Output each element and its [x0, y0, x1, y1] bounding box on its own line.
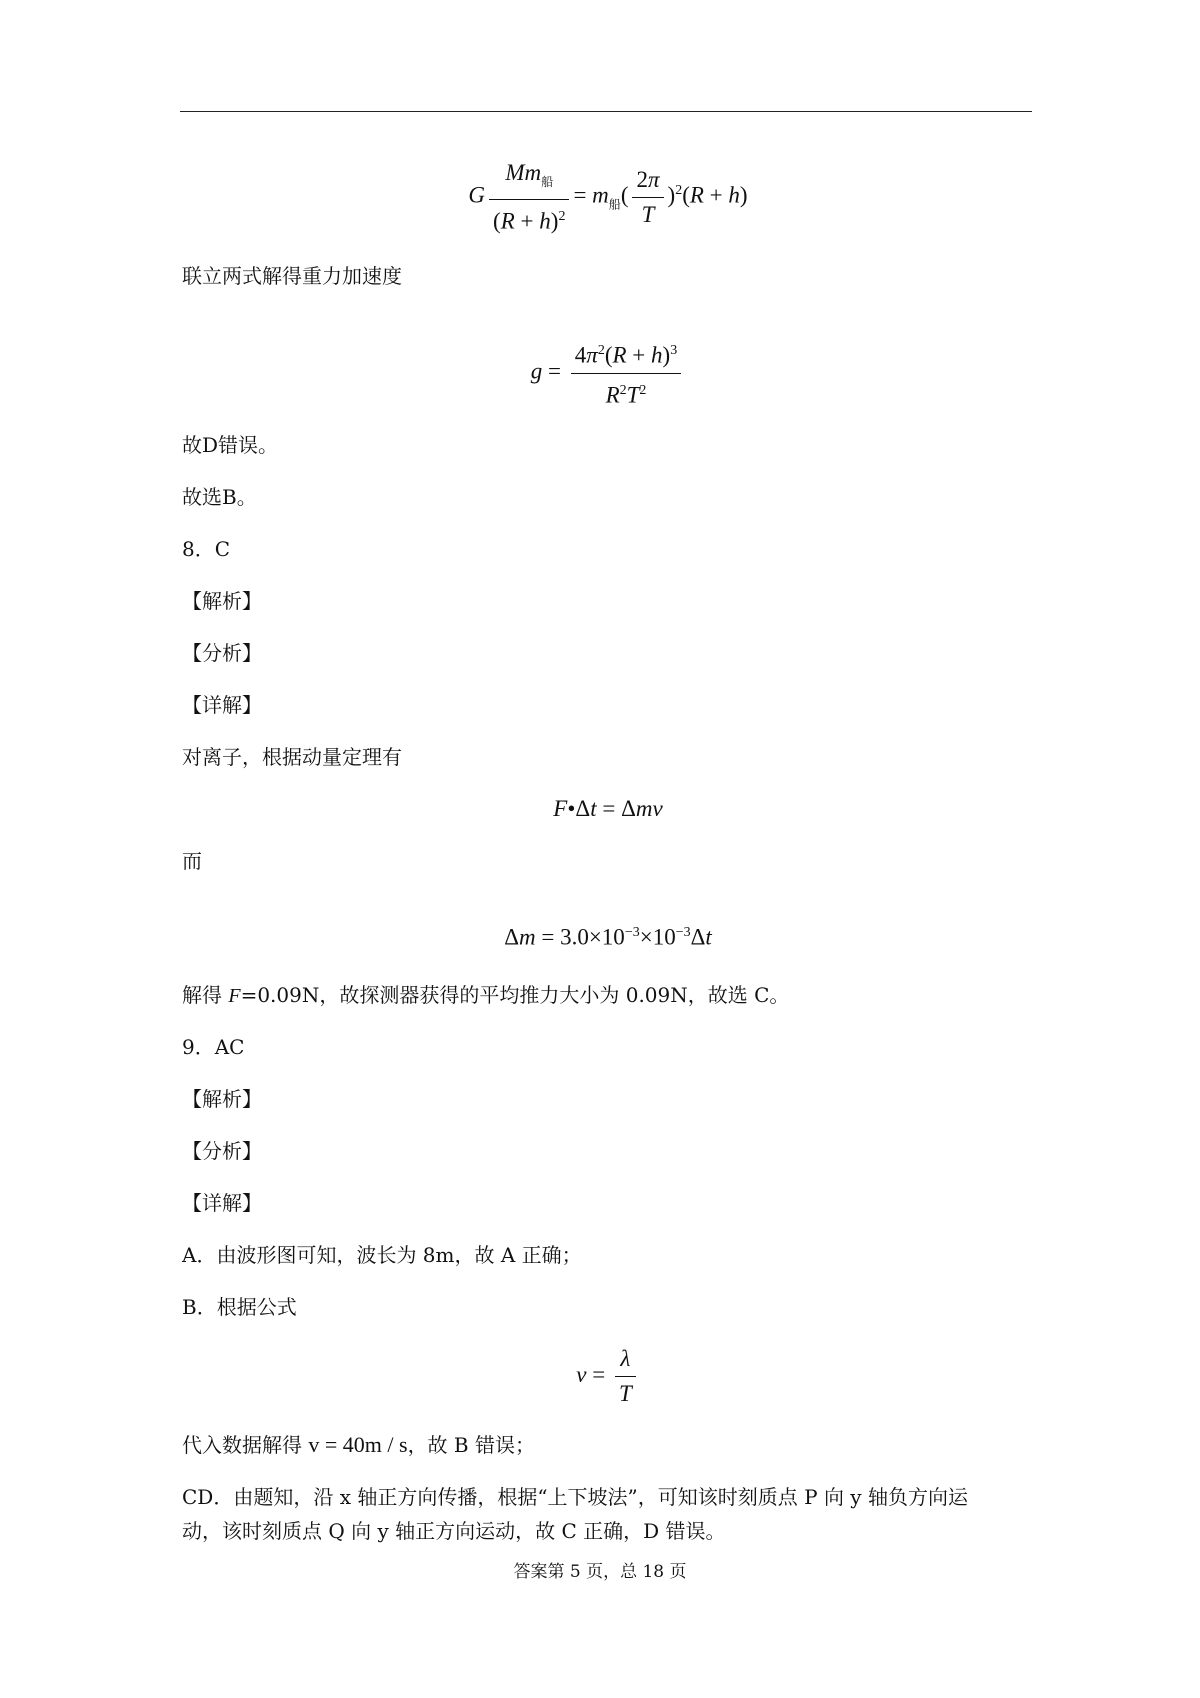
text-line [182, 1428, 535, 1462]
text-fragment: =0.09N，故探测器获得的平均推力大小为 0.09N，故选 C。 [240, 983, 790, 1007]
text-line: 对离子，根据动量定理有 [182, 745, 402, 769]
text-line: A．由波形图可知，波长为 8m，故 A 正确； [182, 1243, 582, 1267]
section-label: 【详解】 [182, 1191, 262, 1215]
math-variable: F [228, 985, 241, 1007]
section-label: 【分析】 [182, 641, 262, 665]
text-fragment: 解得 [182, 983, 229, 1007]
text-line: 故D错误。 [182, 433, 279, 457]
section-label: 【详解】 [182, 693, 262, 717]
page-footer: 答案第 5 页，总 18 页 [513, 1562, 687, 1582]
section-label: 【分析】 [182, 1139, 262, 1163]
equation-wave-speed: v = $\frac{\lambda}{T}$ [182, 1344, 1034, 1409]
text-line: 而 [182, 849, 202, 873]
equation-mass: $\Delta m = 3.0\times 10^{-3}\times 10^{-3}\Delta t$ [504, 924, 712, 950]
text-line [182, 978, 789, 1013]
equation-orbit: G $\frac{Mm_船}{(R + h)^2}$ = $m_船$( $\frac{2\pi}{T}$ )$^2$(R + h) [468, 160, 748, 234]
equation-gravity: g = $\frac{4\pi^2(R + h)^3}{R^2T^2}$ [182, 336, 1034, 410]
text-line: 动，该时刻质点 Q 向 y 轴正方向运动，故 C 正确，D 错误。 [182, 1519, 726, 1543]
text-line: CD．由题知，沿 x 轴正方向传播，根据“上下坡法”，可知该时刻质点 P 向 y 轴负方向运 [182, 1485, 968, 1509]
section-label: 【解析】 [182, 589, 262, 613]
math-inline: v = 40m / s [308, 1432, 408, 1457]
question-answer: 8．C [182, 537, 231, 561]
text-line: B．根据公式 [182, 1295, 297, 1319]
text-line: 故选B。 [182, 485, 257, 509]
text-fragment: 代入数据解得 [182, 1433, 309, 1457]
text-line: 联立两式解得重力加速度 [182, 264, 402, 288]
text-fragment: ，故 B 错误； [407, 1433, 535, 1457]
question-answer: 9．AC [182, 1035, 245, 1059]
section-label: 【解析】 [182, 1087, 262, 1111]
header-rule [180, 111, 1032, 112]
equation-momentum: F•Δt = Δmv [553, 796, 663, 821]
